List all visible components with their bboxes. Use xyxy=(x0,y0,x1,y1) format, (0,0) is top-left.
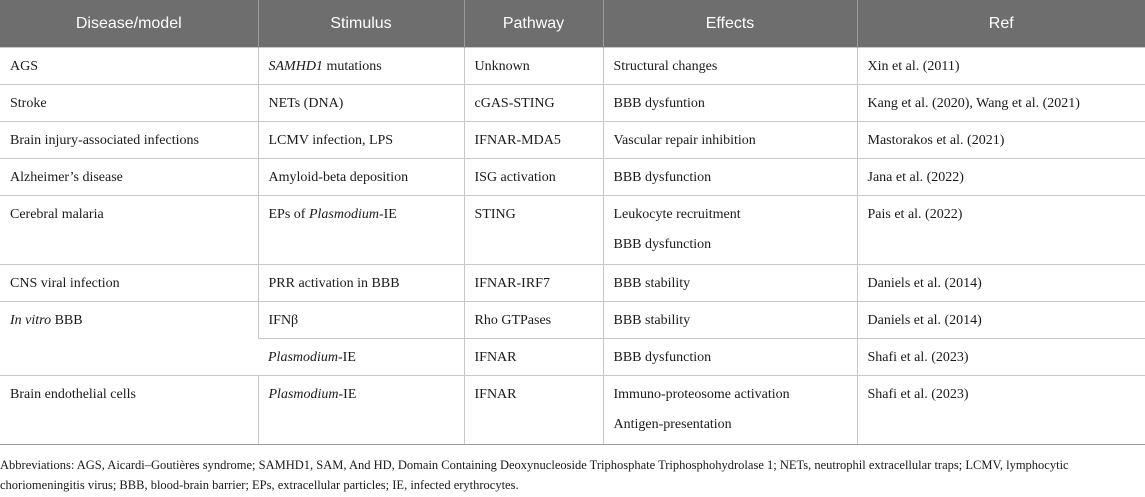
header-row xyxy=(0,0,1145,48)
cell-ref: Kang et al. (2020), Wang et al. (2021) xyxy=(857,85,1145,122)
table-row xyxy=(0,265,1145,302)
cell-ref: Mastorakos et al. (2021) xyxy=(857,122,1145,159)
disease-rest: BBB xyxy=(51,313,83,328)
cell-effects xyxy=(603,339,857,376)
cell-pathway: IFNAR-IRF7 xyxy=(464,265,603,302)
cell-disease: Brain injury-associated infections xyxy=(0,122,258,159)
effect-line: Vascular repair inhibition xyxy=(613,133,756,148)
table-row xyxy=(0,376,1145,445)
effect-line: BBB stability xyxy=(613,313,691,328)
cell-effects xyxy=(603,302,857,339)
cell-disease: Brain endothelial cells xyxy=(0,376,258,445)
header-stimulus: Stimulus xyxy=(258,0,464,48)
effect-line: BBB dysfuntion xyxy=(613,96,705,111)
cell-disease: Alzheimer’s disease xyxy=(0,159,258,196)
header-ref: Ref xyxy=(857,0,1145,48)
cell-effects xyxy=(603,159,857,196)
cell-stimulus: Amyloid-beta deposition xyxy=(258,159,464,196)
cell-effects xyxy=(603,265,857,302)
cell-effects xyxy=(603,122,857,159)
cell-disease: CNS viral infection xyxy=(0,265,258,302)
stimulus-rest: -IE xyxy=(338,350,356,365)
cell-ref: Jana et al. (2022) xyxy=(857,159,1145,196)
cell-pathway: cGAS-STING xyxy=(464,85,603,122)
effect-line: BBB dysfunction xyxy=(613,237,712,252)
cell-pathway: ISG activation xyxy=(464,159,603,196)
effect-line: BBB dysfunction xyxy=(613,350,712,365)
effect-line: BBB dysfunction xyxy=(613,170,712,185)
cell-disease: AGS xyxy=(0,48,258,85)
cell-pathway: IFNAR xyxy=(464,376,603,445)
cell-ref: Shafi et al. (2023) xyxy=(857,339,1145,376)
cell-stimulus xyxy=(258,339,464,376)
cell-effects xyxy=(603,196,857,265)
cell-pathway: IFNAR-MDA5 xyxy=(464,122,603,159)
cell-disease xyxy=(0,302,258,376)
cell-disease: Cerebral malaria xyxy=(0,196,258,265)
cell-pathway: Unknown xyxy=(464,48,603,85)
effect-line: Structural changes xyxy=(613,59,718,74)
table-row xyxy=(0,196,1145,265)
effect-line: Antigen-presentation xyxy=(613,417,732,432)
cell-effects xyxy=(603,376,857,445)
table-row xyxy=(0,48,1145,85)
effect-line: BBB stability xyxy=(613,276,691,291)
effect-line: Leukocyte recruitment xyxy=(613,207,741,222)
header-disease: Disease/model xyxy=(0,0,258,48)
cell-pathway: Rho GTPases xyxy=(464,302,603,339)
stimulus-italic: Plasmodium xyxy=(308,207,379,222)
stimulus-pre: EPs of xyxy=(268,207,309,222)
cell-ref: Xin et al. (2011) xyxy=(857,48,1145,85)
cell-stimulus xyxy=(258,196,464,265)
table-row xyxy=(0,302,1145,339)
table-row xyxy=(0,159,1145,196)
cell-stimulus: PRR activation in BBB xyxy=(258,265,464,302)
cell-ref: Pais et al. (2022) xyxy=(857,196,1145,265)
cell-pathway: STING xyxy=(464,196,603,265)
cell-stimulus xyxy=(258,376,464,445)
stimulus-rest: mutations xyxy=(322,59,382,74)
cell-effects xyxy=(603,85,857,122)
stimulus-italic: SAMHD1 xyxy=(268,59,323,74)
cell-ref: Daniels et al. (2014) xyxy=(857,302,1145,339)
stimulus-italic: Plasmodium xyxy=(268,387,339,402)
cell-effects xyxy=(603,48,857,85)
cell-ref: Shafi et al. (2023) xyxy=(857,376,1145,445)
table-row xyxy=(0,122,1145,159)
stimulus-rest: -IE xyxy=(338,387,357,402)
disease-italic: In vitro xyxy=(10,313,52,328)
stimulus-rest: -IE xyxy=(378,207,397,222)
header-effects: Effects xyxy=(603,0,857,48)
effect-line: Immuno-proteosome activation xyxy=(613,387,790,402)
table-row xyxy=(0,85,1145,122)
cell-stimulus xyxy=(258,48,464,85)
cell-ref: Daniels et al. (2014) xyxy=(857,265,1145,302)
cell-pathway: IFNAR xyxy=(464,339,603,376)
cell-stimulus: LCMV infection, LPS xyxy=(258,122,464,159)
table-footnote: Abbreviations: AGS, Aicardi–Goutières syndrome; SAMHD1, SAM, And HD, Domain Containing Deoxynucleoside Triphosphate Triphosphohydrolase 1; NETs, neutrophil extracellular traps; LCMV, lymphocytic choriomeningitis virus; BBB, blood-brain barrier; EPs, extracellular particles; IE, infected erythrocytes. xyxy=(0,458,1069,492)
cell-stimulus: NETs (DNA) xyxy=(258,85,464,122)
cell-stimulus: IFNβ xyxy=(258,302,464,339)
header-pathway: Pathway xyxy=(464,0,603,48)
stimulus-italic: Plasmodium xyxy=(268,350,338,365)
cell-disease: Stroke xyxy=(0,85,258,122)
